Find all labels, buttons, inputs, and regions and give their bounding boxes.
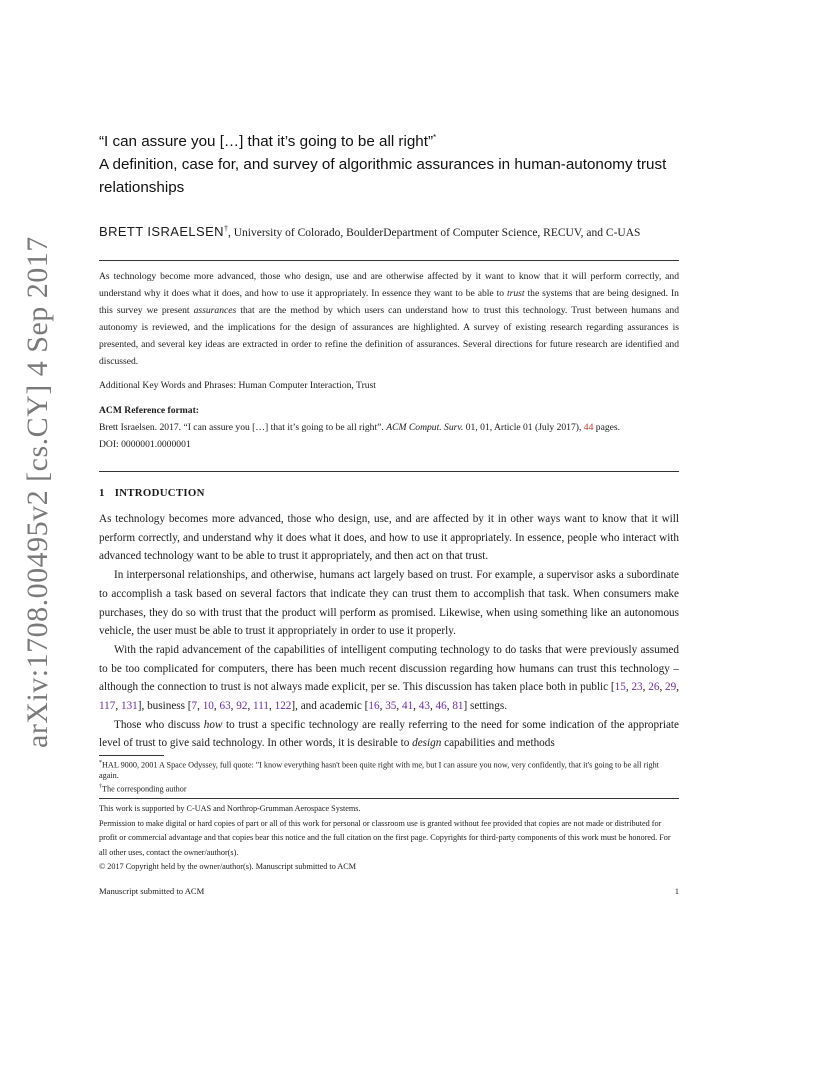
- p4-text-a: Those who discuss: [114, 718, 204, 731]
- section-title: INTRODUCTION: [114, 487, 205, 499]
- acm-reference: [99, 402, 679, 453]
- arxiv-stamp: arXiv:1708.00495v2 [cs.CY] 4 Sep 2017: [21, 236, 54, 748]
- footnote-1-text: HAL 9000, 2001 A Space Odyssey, full quote: "I know everything hasn't been quite right with me, but I can assure you now, very confidently, that it's going to be all right again.: [99, 760, 659, 781]
- citation-link[interactable]: 122: [274, 700, 292, 713]
- acm-ref-pages-link[interactable]: 44: [583, 422, 594, 433]
- copyright-note: © 2017 Copyright held by the owner/author(s). Manuscript submitted to ACM: [99, 862, 357, 871]
- citation-link[interactable]: 15: [614, 681, 626, 694]
- legal-block: [99, 802, 679, 875]
- footnote-rule: [99, 755, 164, 756]
- intro-paragraph-3: [99, 641, 679, 716]
- footnote-2: [99, 782, 679, 795]
- citation-link[interactable]: 26: [648, 681, 660, 694]
- citation-link[interactable]: 63: [219, 700, 231, 713]
- support-note: This work is supported by C-UAS and Northrop-Grumman Aerospace Systems.: [99, 804, 361, 813]
- legal-rule: [99, 798, 679, 799]
- page-footer: [99, 886, 679, 896]
- doi: DOI: 0000001.0000001: [99, 439, 191, 450]
- citation-link[interactable]: 16: [368, 700, 380, 713]
- citation-link[interactable]: 81: [452, 700, 464, 713]
- author-mark: †: [223, 224, 228, 233]
- citation-link[interactable]: 35: [385, 700, 397, 713]
- citation-link[interactable]: 7: [191, 700, 198, 713]
- paper-title: [99, 126, 699, 199]
- section-number: 1: [99, 487, 105, 499]
- acm-ref-journal: ACM Comput. Surv.: [386, 422, 464, 433]
- p3-text-c: ], and academic [: [291, 700, 369, 713]
- acm-ref-text-b: 01, 01, Article 01 (July 2017),: [463, 422, 584, 433]
- top-rule: [99, 260, 679, 261]
- intro-body: [99, 510, 679, 753]
- p3-text-a: With the rapid advancement of the capabilities of intelligent computing technology to do tasks that were previously assumed to be too complicated for computers, there has been much recent discussion regarding how humans can trust this technology – although the connection to trust is not always made explicit, per se. This discussion has taken place both in public [: [99, 643, 679, 694]
- citation-link[interactable]: 23: [631, 681, 643, 694]
- citation-link[interactable]: 10: [202, 700, 214, 713]
- acm-reference-heading: ACM Reference format:: [99, 405, 199, 416]
- abstract-emph-assurances: assurances: [193, 305, 237, 316]
- author-name: BRETT ISRAELSEN: [99, 223, 224, 239]
- p4-emph-design: design: [412, 737, 442, 750]
- acm-ref-text-a: Brett Israelsen. 2017. “I can assure you […] that it’s going to be all right”.: [99, 422, 387, 433]
- title-line2: A definition, case for, and survey of algorithmic assurances in human-autonomy trust relationships: [99, 156, 667, 197]
- footnote-1-mark: *: [99, 760, 102, 766]
- section-heading: [99, 487, 205, 499]
- citation-group-public: 15, 23, 26, 29, 117, 131: [99, 681, 680, 713]
- abstract-emph-trust: trust: [506, 288, 525, 299]
- citation-link[interactable]: 29: [665, 681, 677, 694]
- citation-link[interactable]: 43: [418, 700, 430, 713]
- footer-manuscript: Manuscript submitted to ACM: [99, 886, 205, 896]
- citation-group-business: 7, 10, 63, 92, 111, 122: [191, 700, 292, 713]
- citation-link[interactable]: 41: [401, 700, 414, 713]
- acm-ref-text-c: pages.: [593, 422, 621, 433]
- footnote-2-mark: †: [99, 783, 102, 790]
- acm-reference-text: [99, 419, 679, 436]
- footnotes: [99, 758, 679, 795]
- p3-text-d: ] settings.: [463, 700, 508, 713]
- keywords: Additional Key Words and Phrases: Human Computer Interaction, Trust: [99, 380, 376, 391]
- intro-paragraph-2: In interpersonal relationships, and otherwise, humans act largely based on trust. For example, a supervisor asks a subordinate to accomplish a task based on several factors that indicate they can trust them to accomplish that task. When consumers make purchases, they do so with trust that the product will perform as promised. Likewise, when using something like an autonomous vehicle, the user must be able to trust it appropriately in order to use it properly.: [99, 569, 679, 638]
- intro-paragraph-4: [99, 716, 679, 753]
- abstract-text-c: that are the method by which users can understand how to trust this technology. Trust between humans and autonomy is reviewed, and the implications for the design of assurances are highlighted. A survey of existing research regarding assurances is presented, and several key ideas are extracted in order to refine the definition of assurances. Several directions for future research are identified and discussed.: [99, 305, 679, 367]
- footnote-2-text: The corresponding author: [102, 784, 187, 794]
- title-line1: “I can assure you […] that it’s going to be all right”: [99, 133, 434, 151]
- p3-text-b: ], business [: [137, 700, 192, 713]
- footnote-1: [99, 758, 679, 782]
- p4-emph-how: how: [203, 718, 223, 731]
- citation-group-academic: 16, 35, 41, 43, 46, 81: [368, 700, 464, 713]
- author-line: [99, 220, 699, 242]
- permission-note: Permission to make digital or hard copies of part or all of this work for personal or classroom use is granted without fee provided that copies are not made or distributed for profit or commercial advantage and that copies bear this notice and the full citation on the first page. Copyrights for third-party components of this work must be honored. For all other uses, contact the owner/author(s).: [99, 818, 671, 857]
- title-footnote-mark: *: [433, 133, 437, 142]
- abstract: [99, 268, 679, 370]
- section-rule: [99, 471, 679, 472]
- author-affiliation: , University of Colorado, BoulderDepartment of Computer Science, RECUV, and C-UAS: [227, 226, 641, 239]
- p4-text-b: to trust a specific technology are really referring to the need for some indication of the appropriate level of trust to give said technology. In other words, it is desirable to: [99, 718, 679, 750]
- citation-link[interactable]: 131: [120, 700, 138, 713]
- p4-text-c: capabilities and methods: [441, 737, 555, 750]
- abstract-text-a: As technology become more advanced, those who design, use and are otherwise affected by it want to know that it will perform correctly, and understand why it does what it does, and how to use it appropriately. In essence they want to be able to: [99, 271, 679, 299]
- citation-link[interactable]: 46: [435, 700, 447, 713]
- citation-link[interactable]: 111: [253, 700, 269, 713]
- page-number: 1: [674, 886, 679, 896]
- abstract-text-b: the systems that are being designed. In this survey we present: [99, 288, 679, 316]
- intro-paragraph-1: As technology becomes more advanced, those who design, use, and are affected by it in other ways want to know that it will perform correctly, and understand why it does what it does, and how to use it appropriately. In essence, people who interact with advanced technology want to be able to trust it appropriately, and then act on that trust.: [99, 513, 679, 563]
- citation-link[interactable]: 92: [236, 700, 248, 713]
- citation-link[interactable]: 117: [99, 700, 116, 713]
